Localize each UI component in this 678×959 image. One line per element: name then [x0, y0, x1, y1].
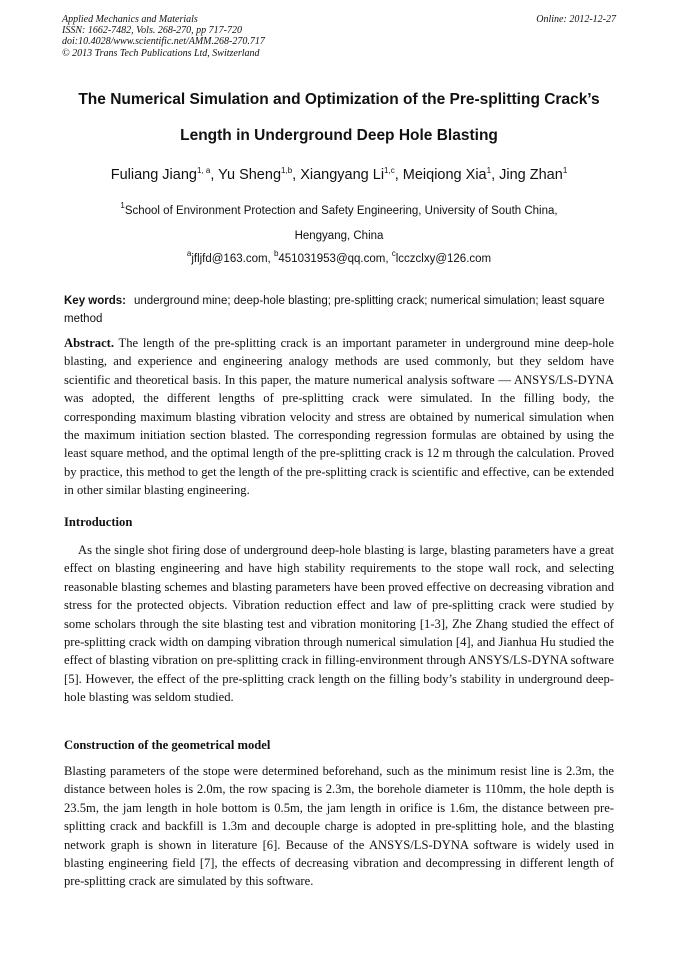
email-address[interactable]: 451031953@qq.com — [278, 253, 386, 265]
email-sup: a — [186, 249, 192, 258]
author-sep: , — [210, 167, 219, 183]
abstract-text: The length of the pre-splitting crack is an important parameter in underground mine deep-hole blasting, and experience and engineering analogy methods are used commonly, but they seldom have scientific and theoretical basis. In this paper, the mature numerical analysis software — ANSYS/LS-DYNA was adopted, the different lengths of pre-splitting crack were simulated. In the filling body, the corresponding maximum blasting vibration velocity and stress are obtained by numerical simulation when the maximum initiation section blasted. The corresponding regression formulas are obtained by using the least square method, and the optimal length of the pre-splitting crack is 12 m through the calculation. Proved by practice, this method to get the length of the pre-splitting crack is scientific and effective, can be extended in other similar blasting engineering. — [64, 336, 614, 498]
affiliation-line-2: Hengyang, China — [294, 230, 384, 242]
author: Jing Zhan — [499, 167, 563, 183]
author: Xiangyang Li — [300, 167, 385, 183]
author-sup: 1,b — [281, 166, 293, 175]
author: Fuliang Jiang — [110, 167, 197, 183]
author: Meiqiong Xia — [402, 167, 487, 183]
section-heading-geometrical-model: Construction of the geometrical model — [64, 738, 271, 752]
author-sep: , — [292, 167, 301, 183]
keywords-label: Key words: — [64, 295, 126, 307]
author-sup: 1 — [486, 166, 492, 175]
author-sup: 1 — [562, 166, 568, 175]
affiliation-text: School of Environment Protection and Safety Engineering, University of South China, — [124, 205, 558, 217]
online-date: Online: 2012-12-27 — [536, 14, 616, 25]
author: Yu Sheng — [218, 167, 282, 183]
email-sep: , — [267, 253, 274, 265]
paper-title-line-1: The Numerical Simulation and Optimization of the Pre-splitting Crack’s — [78, 91, 600, 108]
abstract — [64, 334, 614, 500]
copyright-line: © 2013 Trans Tech Publications Ltd, Switzerland — [62, 47, 260, 59]
email-address[interactable]: lcczclxy@126.com — [395, 253, 492, 265]
author-sup: 1, a — [196, 166, 211, 175]
geometrical-model-paragraph: Blasting parameters of the stope were determined beforehand, such as the minimum resist line is 2.3m, the distance between holes is 2.0m, the row spacing is 2.3m, the borehole diameter is 110mm, the hole depth is 23.5m, the jam length in hole bottom is 0.5m, the jam length in orifice is 1.6m, the distance between pre-splitting crack and backfill is 1.3m and decouple charge is adopted in pre-splitting hole, and the blasting network graph is shown in literature [6]. Because of the ANSYS/LS-DYNA software is widely used in blasting engineering field [7], the effects of decreasing vibration and decompressing in different length of pre-splitting crack are simulated by this software. — [64, 764, 614, 889]
keywords-text: underground mine; deep-hole blasting; pre-splitting crack; numerical simulation; least square method — [64, 295, 605, 325]
author-sep: , — [394, 167, 403, 183]
author-sup: 1,c — [384, 166, 395, 175]
author-list — [30, 167, 648, 183]
issn-line: ISSN: 1662-7482, Vols. 268-270, pp 717-720 — [62, 25, 242, 37]
email-sup: c — [391, 249, 396, 258]
email-list — [30, 249, 648, 265]
introduction-paragraph: As the single shot firing dose of underground deep-hole blasting is large, blasting parameters have a great effect on blasting engineering and have high stability requirements to the stope wall rock, and selecting reasonable blasting schemes and blasting parameters have been proved effective on decreasing vibration and stress for the protected objects. Vibration reduction effect and law of pre-splitting crack were studied by some scholars through the site blasting test and vibration monitoring [1-3], Zhe Zhang studied the effect of pre-splitting crack width on damping vibration through numerical simulation [4], and Jianhua Hu studied the effect of blasting vibration on pre-splitting crack in filling-environment through ANSYS/LS-DYNA software [5]. However, the effect of the pre-splitting crack length on the filling body’s stability in underground deep-hole blasting was seldom studied. — [64, 543, 614, 705]
doi-line: doi:10.4028/www.scientific.net/AMM.268-270.717 — [62, 36, 265, 48]
paper-title-line-2: Length in Underground Deep Hole Blasting — [180, 127, 498, 144]
author-sep: , — [491, 167, 500, 183]
email-sup: b — [273, 249, 279, 258]
email-address[interactable]: jfljfd@163.com — [191, 253, 268, 265]
email-sep: , — [385, 253, 392, 265]
journal-name: Applied Mechanics and Materials — [62, 14, 198, 25]
abstract-label: Abstract. — [64, 336, 115, 350]
affiliation-line-1 — [30, 201, 648, 217]
keywords — [64, 292, 616, 328]
journal-header — [62, 14, 616, 59]
section-heading-introduction: Introduction — [64, 515, 133, 529]
affiliation-sup: 1 — [120, 201, 125, 210]
